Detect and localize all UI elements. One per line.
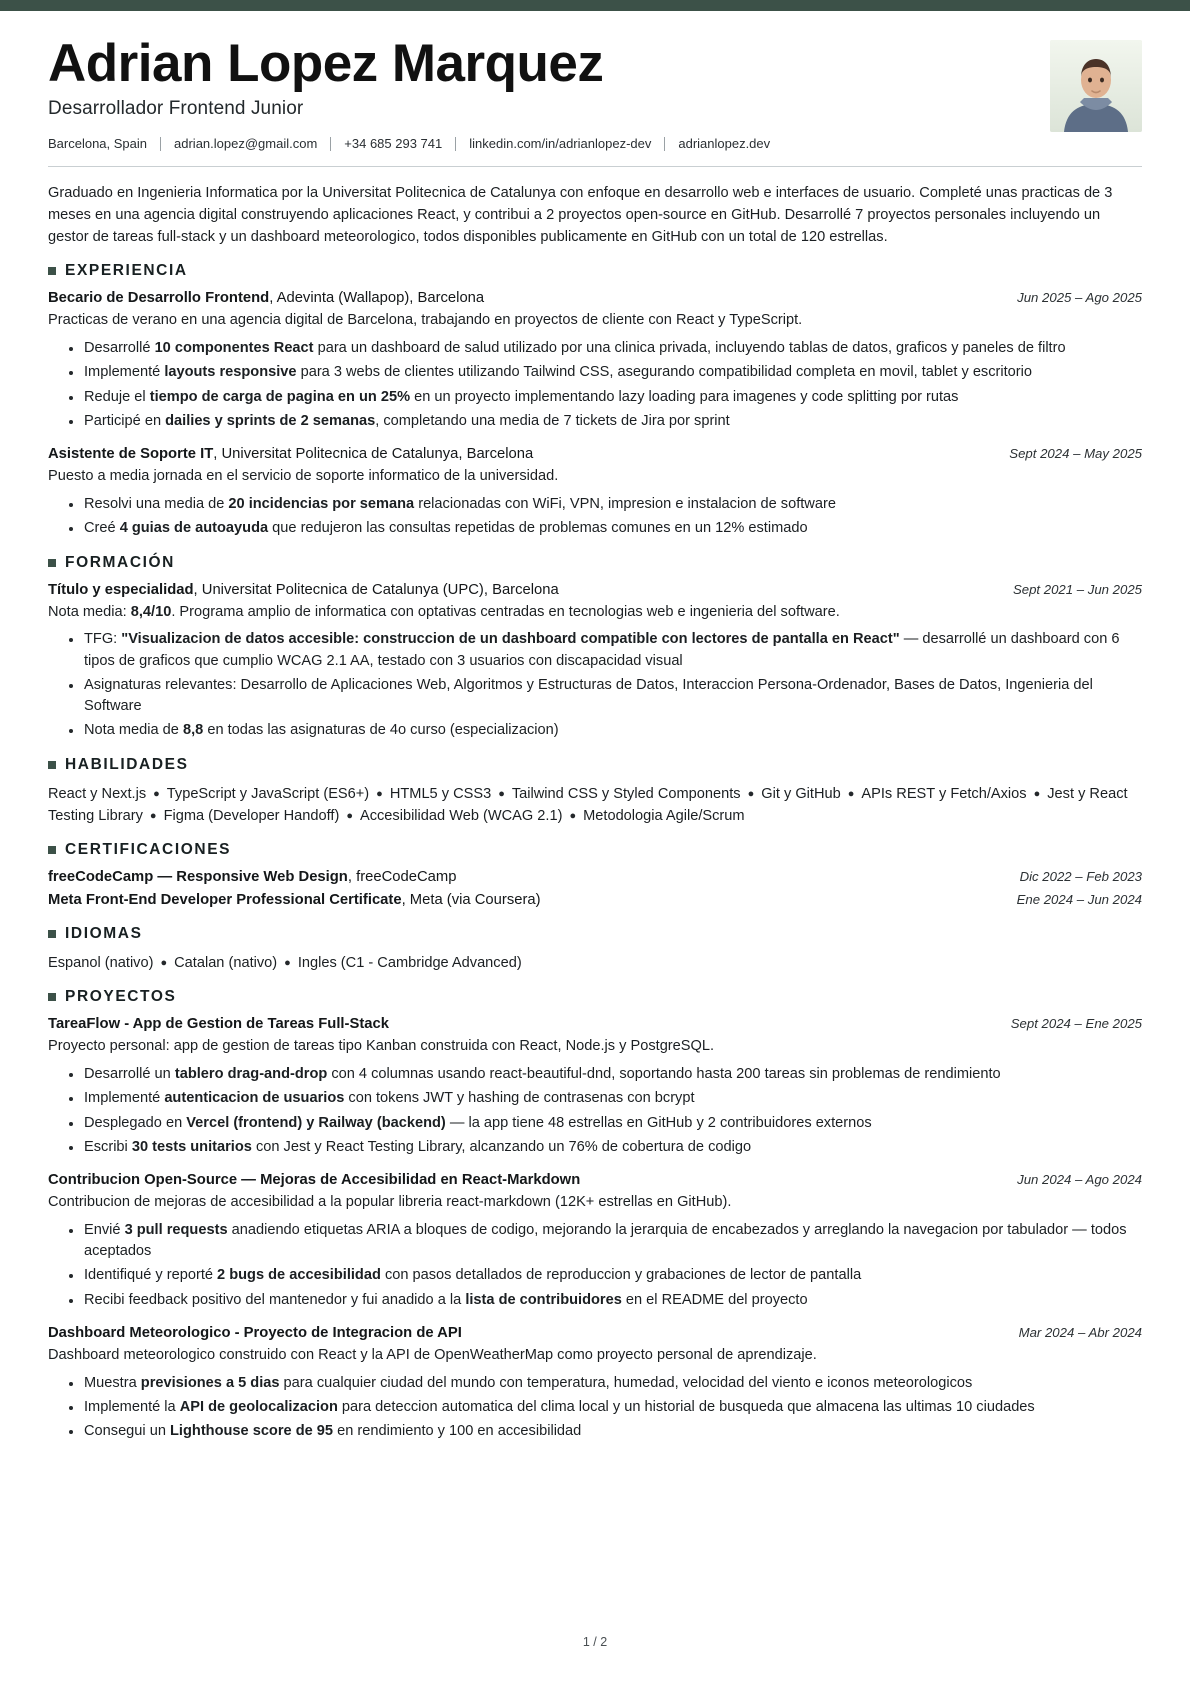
entry-description: Dashboard meteorologico construido con React y la API de OpenWeatherMap como proyecto personal de aprendizaje. bbox=[48, 1346, 817, 1363]
section-heading-label: PROYECTOS bbox=[65, 988, 177, 1006]
certification-date: Dic 2022 – Feb 2023 bbox=[1019, 869, 1142, 885]
bullet-item: Implementé layouts responsive para 3 webs de clientes utilizando Tailwind CSS, asegurando compatibilidad completa en movil, tablet y escritorio bbox=[84, 362, 1142, 383]
inline-item: Figma (Developer Handoff) bbox=[163, 807, 340, 824]
inline-item: APIs REST y Fetch/Axios bbox=[861, 785, 1027, 802]
languages-list bbox=[48, 952, 1142, 974]
bullet-item: Escribi 30 tests unitarios con Jest y React Testing Library, alcanzando un 76% de cobertura de codigo bbox=[84, 1137, 1142, 1158]
certification-title bbox=[48, 891, 541, 911]
inline-item: Git y GitHub bbox=[761, 785, 841, 802]
page-indicator: 1 / 2 bbox=[582, 1635, 608, 1649]
entry-date: Jun 2024 – Ago 2024 bbox=[1017, 1172, 1142, 1188]
inline-item: TypeScript y JavaScript (ES6+) bbox=[166, 785, 370, 802]
bullet-item: Identifiqué y reporté 2 bugs de accesibilidad con pasos detallados de reproduccion y grabaciones de lector de pantalla bbox=[84, 1265, 1142, 1286]
entry-role: Asistente de Soporte IT bbox=[48, 446, 214, 463]
entry-date: Sept 2024 – May 2025 bbox=[1009, 446, 1142, 462]
section-heading-label: EXPERIENCIA bbox=[65, 262, 188, 280]
dot-separator-icon: ● bbox=[153, 787, 160, 800]
entry-date: Mar 2024 – Abr 2024 bbox=[1018, 1324, 1142, 1340]
section-heading bbox=[48, 988, 1142, 1006]
entry-description: Nota media: 8,4/10. Programa amplio de informatica con optativas centradas en tecnologias web e ingenieria del software. bbox=[48, 603, 840, 620]
header-text-block bbox=[48, 36, 1028, 152]
project-name: Dashboard Meteorologico - Proyecto de Integracion de API bbox=[48, 1324, 462, 1341]
certification-date: Ene 2024 – Jun 2024 bbox=[1016, 892, 1142, 908]
bullet-item: Recibi feedback positivo del mantenedor y fui anadido a la lista de contribuidores en el README del proyecto bbox=[84, 1290, 1142, 1311]
page-title: Adrian Lopez Marquez bbox=[48, 34, 604, 93]
entry-title bbox=[48, 1171, 580, 1191]
entry-header bbox=[48, 581, 1142, 601]
contact-divider bbox=[160, 137, 161, 151]
project-entry bbox=[48, 1171, 1142, 1311]
bullet-item: Implementé autenticacion de usuarios con tokens JWT y hashing de contrasenas con bcrypt bbox=[84, 1088, 1142, 1109]
inline-item: React y Next.js bbox=[48, 785, 147, 802]
project-name: TareaFlow - App de Gestion de Tareas Full-Stack bbox=[48, 1016, 389, 1033]
entry-header bbox=[48, 1015, 1142, 1035]
dot-separator-icon: ● bbox=[847, 787, 855, 800]
inline-item: HTML5 y CSS3 bbox=[389, 785, 492, 802]
certification-name: Meta Front-End Developer Professional Certificate bbox=[48, 892, 402, 909]
dot-separator-icon: ● bbox=[346, 809, 353, 822]
dot-separator-icon: ● bbox=[498, 787, 505, 800]
project-entry bbox=[48, 1324, 1142, 1443]
certification-issuer: , Meta (via Coursera) bbox=[401, 892, 541, 909]
entry-bullets bbox=[48, 494, 1142, 540]
section-heading-label: HABILIDADES bbox=[65, 755, 189, 773]
contact-email[interactable]: adrian.lopez@gmail.com bbox=[174, 136, 318, 152]
bullet-item: Desplegado en Vercel (frontend) y Railway (backend) — la app tiene 48 estrellas en GitHub y 2 contribuidores externos bbox=[84, 1113, 1142, 1134]
certification-issuer: , freeCodeCamp bbox=[347, 869, 457, 886]
contact-location: Barcelona, Spain bbox=[48, 136, 148, 152]
certification-name: freeCodeCamp — Responsive Web Design bbox=[48, 869, 348, 886]
inline-item: Catalan (nativo) bbox=[174, 955, 278, 972]
entry-title bbox=[48, 445, 533, 465]
entry-description: Contribucion de mejoras de accesibilidad a la popular libreria react-markdown (12K+ estrellas en GitHub). bbox=[48, 1194, 732, 1211]
contact-row bbox=[48, 136, 1028, 152]
contact-divider bbox=[330, 137, 331, 151]
contact-website[interactable]: adrianlopez.dev bbox=[678, 136, 771, 152]
bullet-item: Participé en dailies y sprints de 2 semanas, completando una media de 7 tickets de Jira por sprint bbox=[84, 411, 1142, 432]
dot-separator-icon: ● bbox=[149, 809, 157, 822]
project-entry bbox=[48, 1015, 1142, 1158]
bullet-item: Muestra previsiones a 5 dias para cualquier ciudad del mundo con temperatura, humedad, velocidad del viento e iconos meteorologicos bbox=[84, 1373, 1142, 1394]
entry-title bbox=[48, 581, 559, 601]
certification-title bbox=[48, 868, 456, 888]
entry-company: , Adevinta (Wallapop), Barcelona bbox=[269, 290, 485, 307]
section-heading bbox=[48, 262, 1142, 280]
bullet-item: Resolvi una media de 20 incidencias por semana relacionadas con WiFi, VPN, impresion e instalacion de software bbox=[84, 494, 1142, 515]
bullet-item: Asignaturas relevantes: Desarrollo de Aplicaciones Web, Algoritmos y Estructuras de Datos, Interaccion Persona-Ordenador, Bases de Datos, Ingenieria del Software bbox=[84, 675, 1142, 718]
square-bullet-icon bbox=[48, 267, 56, 275]
bullet-item: Creé 4 guias de autoayuda que redujeron las consultas repetidas de problemas comunes en un 12% estimado bbox=[84, 518, 1142, 539]
inline-item: Ingles (C1 - Cambridge Advanced) bbox=[297, 955, 522, 972]
entry-header bbox=[48, 445, 1142, 465]
contact-divider bbox=[455, 137, 456, 151]
square-bullet-icon bbox=[48, 761, 56, 769]
dot-separator-icon: ● bbox=[1033, 787, 1041, 800]
entry-bullets bbox=[48, 1064, 1142, 1158]
entry-description: Puesto a media jornada en el servicio de soporte informatico de la universidad. bbox=[48, 468, 559, 485]
dot-separator-icon: ● bbox=[569, 809, 577, 822]
entry-description: Proyecto personal: app de gestion de tareas tipo Kanban construida con React, Node.js y PostgreSQL. bbox=[48, 1038, 715, 1055]
entry-role: Becario de Desarrollo Frontend bbox=[48, 290, 270, 307]
header-divider bbox=[48, 166, 1142, 167]
project-name: Contribucion Open-Source — Mejoras de Accesibilidad en React-Markdown bbox=[48, 1172, 581, 1189]
section-heading bbox=[48, 841, 1142, 859]
job-headline: Desarrollador Frontend Junior bbox=[48, 98, 304, 120]
entry-title bbox=[48, 1324, 462, 1344]
entry-bullets bbox=[48, 1373, 1142, 1443]
avatar bbox=[1050, 40, 1142, 132]
contact-divider bbox=[664, 137, 665, 151]
bullet-item: Desarrollé 10 componentes React para un dashboard de salud utilizado por una clinica privada, incluyendo tablas de datos, graficos y paneles de filtro bbox=[84, 338, 1142, 359]
bullet-item: Implementé la API de geolocalizacion para deteccion automatica del clima local y un historial de busqueda que almacena las ultimas 10 ciudades bbox=[84, 1397, 1142, 1418]
bullet-item: TFG: "Visualizacion de datos accesible: construccion de un dashboard compatible con lectores de pantalla en React" — desarrollé un dashboard con 6 tipos de graficos que cumplio WCAG 2.1 AA, testado con 3 usuarios con discapacidad visual bbox=[84, 629, 1142, 672]
section-certificaciones bbox=[48, 841, 1142, 911]
section-heading-label: IDIOMAS bbox=[65, 925, 143, 943]
summary-text: Graduado en Ingenieria Informatica por la Universitat Politecnica de Catalunya con enfoque en desarrollo web e interfaces de usuario. Completé unas practicas de 3 meses en una agencia digital construyendo aplicaciones React, y contribui a 2 proyectos open-source en GitHub. Desarrollé 7 proyectos personales incluyendo un gestor de tareas full-stack y un dashboard meteorologico, todos disponibles publicamente en GitHub con un total de 120 estrellas. bbox=[48, 184, 1113, 245]
section-experiencia bbox=[48, 262, 1142, 539]
dot-separator-icon: ● bbox=[376, 787, 383, 800]
entry-institution: , Universitat Politecnica de Catalunya (UPC), Barcelona bbox=[193, 581, 559, 598]
bullet-item: Desarrollé un tablero drag-and-drop con 4 columnas usando react-beautiful-dnd, soportando hasta 200 tareas sin problemas de rendimiento bbox=[84, 1064, 1142, 1085]
section-habilidades bbox=[48, 756, 1142, 827]
entry-bullets bbox=[48, 629, 1142, 741]
entry-header bbox=[48, 289, 1142, 309]
inline-item: Tailwind CSS y Styled Components bbox=[511, 785, 741, 802]
inline-item: Accesibilidad Web (WCAG 2.1) bbox=[359, 807, 563, 824]
section-formacion bbox=[48, 554, 1142, 742]
section-heading bbox=[48, 756, 1142, 774]
certification-row bbox=[48, 891, 1142, 911]
section-heading-label: CERTIFICACIONES bbox=[65, 841, 232, 859]
bullet-item: Consegui un Lighthouse score de 95 en rendimiento y 100 en accesibilidad bbox=[84, 1421, 1142, 1442]
dot-separator-icon: ● bbox=[284, 956, 291, 969]
section-heading bbox=[48, 554, 1142, 572]
entry-bullets bbox=[48, 338, 1142, 432]
entry-header bbox=[48, 1171, 1142, 1191]
square-bullet-icon bbox=[48, 930, 56, 938]
entry-description: Practicas de verano en una agencia digital de Barcelona, trabajando en proyectos de cliente con React y TypeScript. bbox=[48, 312, 803, 329]
square-bullet-icon bbox=[48, 846, 56, 854]
certification-row bbox=[48, 868, 1142, 888]
entry-date: Jun 2025 – Ago 2025 bbox=[1017, 290, 1142, 306]
square-bullet-icon bbox=[48, 559, 56, 567]
entry-header bbox=[48, 1324, 1142, 1344]
experience-entry bbox=[48, 445, 1142, 539]
entry-title bbox=[48, 1015, 389, 1035]
inline-item: Metodologia Agile/Scrum bbox=[583, 807, 745, 824]
section-idiomas bbox=[48, 925, 1142, 974]
entry-title bbox=[48, 289, 484, 309]
bullet-item: Envié 3 pull requests anadiendo etiquetas ARIA a bloques de codigo, mejorando la jerarquia de encabezados y arreglando la navegacion por tabulador — todos aceptados bbox=[84, 1220, 1142, 1263]
dot-separator-icon: ● bbox=[160, 956, 168, 969]
experience-entry bbox=[48, 289, 1142, 432]
contact-linkedin[interactable]: linkedin.com/in/adrianlopez-dev bbox=[469, 136, 652, 152]
inline-item: Jest y React Testing Library bbox=[48, 785, 1128, 824]
entry-date: Sept 2024 – Ene 2025 bbox=[1010, 1016, 1142, 1032]
entry-degree: Título y especialidad bbox=[48, 581, 194, 598]
education-entry bbox=[48, 581, 1142, 742]
inline-item: Espanol (nativo) bbox=[48, 955, 154, 972]
skills-list bbox=[48, 783, 1142, 827]
section-proyectos bbox=[48, 988, 1142, 1442]
page-footer bbox=[0, 1635, 1190, 1649]
bullet-item: Reduje el tiempo de carga de pagina en un 25% en un proyecto implementando lazy loading para imagenes y code splitting por rutas bbox=[84, 387, 1142, 408]
section-heading-label: FORMACIÓN bbox=[65, 553, 175, 571]
top-accent-bar bbox=[0, 0, 1190, 11]
resume-header bbox=[48, 36, 1142, 152]
contact-phone[interactable]: +34 685 293 741 bbox=[344, 136, 443, 152]
section-heading bbox=[48, 925, 1142, 943]
entry-bullets bbox=[48, 1220, 1142, 1311]
bullet-item: Nota media de 8,8 en todas las asignaturas de 4o curso (especializacion) bbox=[84, 720, 1142, 741]
dot-separator-icon: ● bbox=[747, 787, 755, 800]
entry-company: , Universitat Politecnica de Catalunya, Barcelona bbox=[213, 446, 534, 463]
square-bullet-icon bbox=[48, 993, 56, 1001]
entry-date: Sept 2021 – Jun 2025 bbox=[1012, 581, 1142, 597]
